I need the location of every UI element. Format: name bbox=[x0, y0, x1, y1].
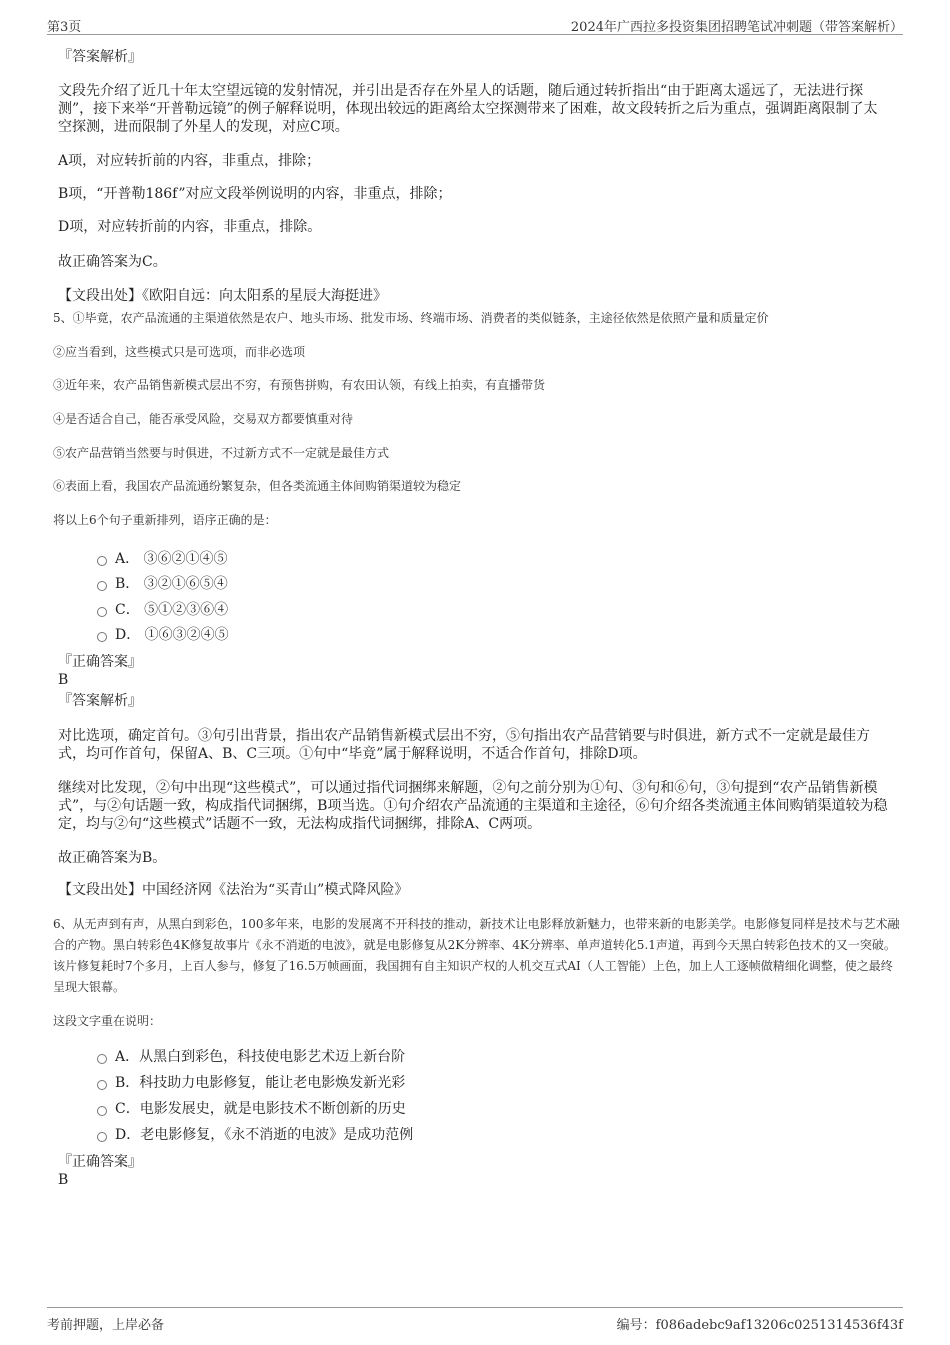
q5-analysis-heading: 『答案解析』 bbox=[58, 693, 142, 709]
q5-sentence-4: ④是否适合自己，能否承受风险，交易双方都要慎重对待 bbox=[53, 412, 354, 426]
q5-option-a-label: A． ③⑥②①④⑤ bbox=[115, 551, 228, 567]
q5-analysis-paragraph-2: 继续对比发现，②句中出现“这些模式”，可以通过指代词捆绑来解题，②句之前分别为①句、③句和⑥句，③句提到“农产品销售新模式”，与②句话题一致，构成指代词捆绑，B项当选。①句介绍农产品流通的主渠道和主途径，⑥句介绍各类流通主体间购销渠道较为稳定，均与②句“这些模式”话题不一致，无法构成指代词捆绑，排除A、C两项。 bbox=[58, 780, 888, 832]
q6-option-d-label: D．老电影修复，《永不消逝的电波》是成功范例 bbox=[115, 1127, 414, 1143]
document-id: 编号：f086adebc9af13206c0251314536f43f bbox=[616, 1318, 903, 1333]
q4-source: 【文段出处】《欧阳自远：向太阳系的星辰大海挺进》 bbox=[58, 288, 387, 304]
q5-conclusion: 故正确答案为B。 bbox=[58, 850, 167, 866]
q4-analysis-heading: 『答案解析』 bbox=[58, 49, 142, 65]
document-title: 2024年广西拉多投资集团招聘笔试冲刺题（带答案解析） bbox=[570, 20, 903, 35]
q4-analysis-option-a: A项，对应转折前的内容，非重点，排除； bbox=[58, 153, 321, 169]
q5-option-c-radio[interactable] bbox=[97, 607, 107, 617]
q5-option-c-label: C． ⑤①②③⑥④ bbox=[115, 602, 229, 618]
q4-analysis-paragraph: 文段先介绍了近几十年太空望远镜的发射情况，并引出是否存在外星人的话题，随后通过转折指出“由于距离太遥远了，无法进行探测”，接下来举“开普勒远镜”的例子解释说明，体现出较远的距离给太空探测带来了困难，故文段转折之后为重点，强调距离限制了太空探测，进而限制了外星人的发现，对应C项。 bbox=[58, 83, 878, 135]
q5-sentence-6: ⑥表面上看，我国农产品流通纷繁复杂，但各类流通主体间购销渠道较为稳定 bbox=[53, 479, 462, 493]
q5-sentence-2: ②应当看到，这些模式只是可选项，而非必选项 bbox=[53, 345, 306, 359]
q5-prompt: 将以上6个句子重新排列，语序正确的是： bbox=[53, 513, 277, 527]
q4-conclusion: 故正确答案为C。 bbox=[58, 254, 167, 270]
page-header bbox=[47, 14, 903, 35]
q6-answer: B bbox=[58, 1172, 69, 1188]
q6-option-b-label: B．科技助力电影修复，能让老电影焕发新光彩 bbox=[115, 1075, 406, 1091]
q5-sentence-3: ③近年来，农产品销售新模式层出不穷，有预售拼购，有农田认领，有线上拍卖，有直播带货 bbox=[53, 378, 546, 392]
q5-answer-heading: 『正确答案』 bbox=[58, 654, 142, 670]
q6-option-a-label: A．从黑白到彩色，科技使电影艺术迈上新台阶 bbox=[115, 1049, 406, 1065]
q6-option-b-radio[interactable] bbox=[97, 1080, 107, 1090]
q5-sentence-1: 5、①毕竟，农产品流通的主渠道依然是农户、地头市场、批发市场、终端市场、消费者的类似链条，主途径依然是依照产量和质量定价 bbox=[53, 311, 769, 325]
q6-stem: 6、从无声到有声，从黑白到彩色，100多年来，电影的发展离不开科技的推动，新技术让电影释放新魅力，也带来新的电影美学。电影修复同样是技术与艺术融合的产物。黑白转彩色4K修复故事片《永不消逝的电波》，就是电影修复从2K分辨率、4K分辨率、单声道转化5.1声道，再到今天黑白转彩色技术的又一突破。该片修复耗时7个多月，上百人参与，修复了16.5万帧画面，我国拥有自主知识产权的人机交互式AI（人工智能）上色，加上人工逐帧做精细化调整，使之最终呈现大银幕。 bbox=[53, 917, 900, 994]
q6-option-c-radio[interactable] bbox=[97, 1106, 107, 1116]
q6-option-d-radio[interactable] bbox=[97, 1132, 107, 1142]
q5-option-d-label: D． ①⑥③②④⑤ bbox=[115, 627, 229, 643]
q5-option-d-radio[interactable] bbox=[97, 632, 107, 642]
q6-answer-heading: 『正确答案』 bbox=[58, 1154, 142, 1170]
q6-option-a-radio[interactable] bbox=[97, 1054, 107, 1064]
q6-prompt: 这段文字重在说明： bbox=[53, 1014, 162, 1028]
q4-analysis-option-d: D项，对应转折前的内容，非重点，排除。 bbox=[58, 219, 322, 235]
q6-option-c-label: C．电影发展史，就是电影技术不断创新的历史 bbox=[115, 1101, 406, 1117]
q4-analysis-option-b: B项，“开普勒186f”对应文段举例说明的内容，非重点，排除； bbox=[58, 186, 452, 202]
q5-option-a-radio[interactable] bbox=[97, 556, 107, 566]
footer-slogan: 考前押题，上岸必备 bbox=[47, 1318, 165, 1333]
page-footer bbox=[47, 1307, 903, 1332]
q5-analysis-paragraph-1: 对比选项，确定首句。③句引出背景，指出农产品销售新模式层出不穷，⑤句指出农产品营销要与时俱进，新方式不一定就是最佳方式，均可作首句，保留A、B、C三项。①句中“毕竟”属于解释说明，不适合作首句，排除D项。 bbox=[58, 728, 870, 762]
q5-option-b-radio[interactable] bbox=[97, 581, 107, 591]
page-number: 第3页 bbox=[47, 20, 82, 35]
q5-sentence-5: ⑤农产品营销当然要与时俱进，不过新方式不一定就是最佳方式 bbox=[53, 446, 390, 460]
q5-source: 【文段出处】中国经济网《法治为“买青山”模式降风险》 bbox=[58, 882, 409, 898]
q5-option-b-label: B． ③②①⑥⑤④ bbox=[115, 576, 228, 592]
q5-answer: B bbox=[58, 672, 69, 688]
